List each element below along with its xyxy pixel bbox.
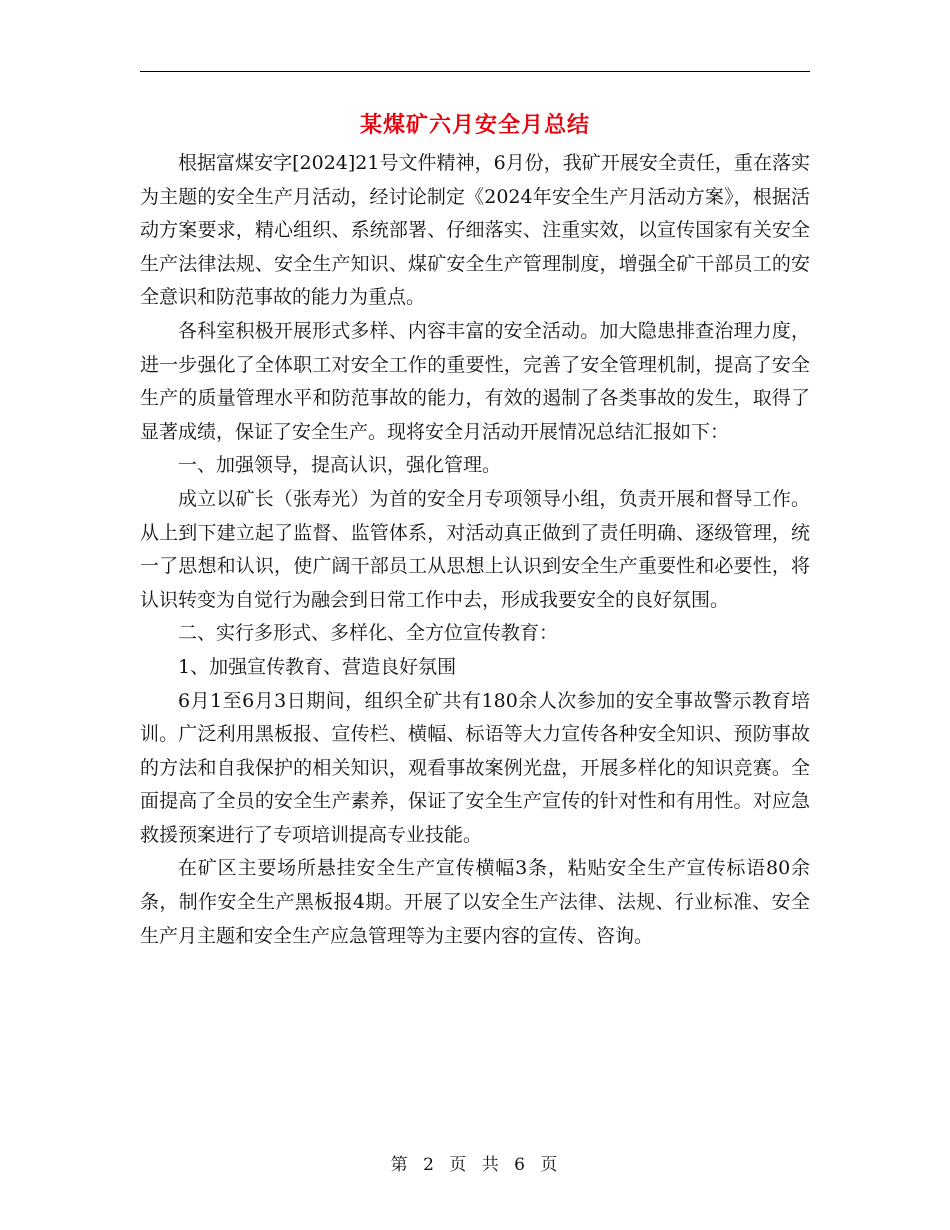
page-footer: 第 2 页 共 6 页: [390, 1155, 560, 1175]
header-rule: [140, 71, 810, 72]
paragraph-banners: 在矿区主要场所悬挂安全生产宣传横幅3条，粘贴安全生产宣传标语80余条，制作安全生产黑板报4期。开展了以安全生产法律、法规、行业标准、安全生产月主题和安全生产应急管理等为主要内容的宣传、咨询。: [140, 857, 810, 947]
document-title: 某煤矿六月安全月总结: [359, 112, 590, 138]
paragraph-training: 6月1至6月3日期间，组织全矿共有180余人次参加的安全事故警示教育培训。广泛利用黑板报、宣传栏、横幅、标语等大力宣传各种安全知识、预防事故的方法和自我保护的相关知识，观看事故案例光盘，开展多样化的知识竞赛。全面提高了全员的安全生产素养，保证了安全生产宣传的针对性和有用性。对应急救援预案进行了专项培训提高专业技能。: [140, 689, 810, 846]
paragraph-leadership: 成立以矿长（张寿光）为首的安全月专项领导小组，负责开展和督导工作。从上到下建立起了监督、监管体系，对活动真正做到了责任明确、逐级管理，统一了思想和认识，使广阔干部员工从思想上认识到安全生产重要性和必要性，将认识转变为自觉行为融会到日常工作中去，形成我要安全的良好氛围。: [140, 487, 810, 611]
section-heading-2: 二、实行多形式、多样化、全方位宣传教育：: [178, 622, 559, 645]
subsection-heading-1: 1、加强宣传教育、营造良好氛围: [178, 655, 457, 678]
paragraph-intro: 根据富煤安字[2024]21号文件精神，6月份，我矿开展安全责任，重在落实为主题的安全生产月活动，经讨论制定《2024年安全生产月活动方案》，根据活动方案要求，精心组织、系统部署、仔细落实、注重实效，以宣传国家有关安全生产法律法规、安全生产知识、煤矿安全生产管理制度，增强全矿干部员工的安全意识和防范事故的能力为重点。: [140, 152, 810, 309]
section-heading-1: 一、加强领导，提高认识，强化管理。: [178, 454, 502, 477]
paragraph-activities: 各科室积极开展形式多样、内容丰富的安全活动。加大隐患排查治理力度，进一步强化了全体职工对安全工作的重要性，完善了安全管理机制，提高了安全生产的质量管理水平和防范事故的能力，有效的遏制了各类事故的发生，取得了显著成绩，保证了安全生产。现将安全月活动开展情况总结汇报如下：: [140, 319, 810, 443]
document-body: [140, 147, 810, 953]
